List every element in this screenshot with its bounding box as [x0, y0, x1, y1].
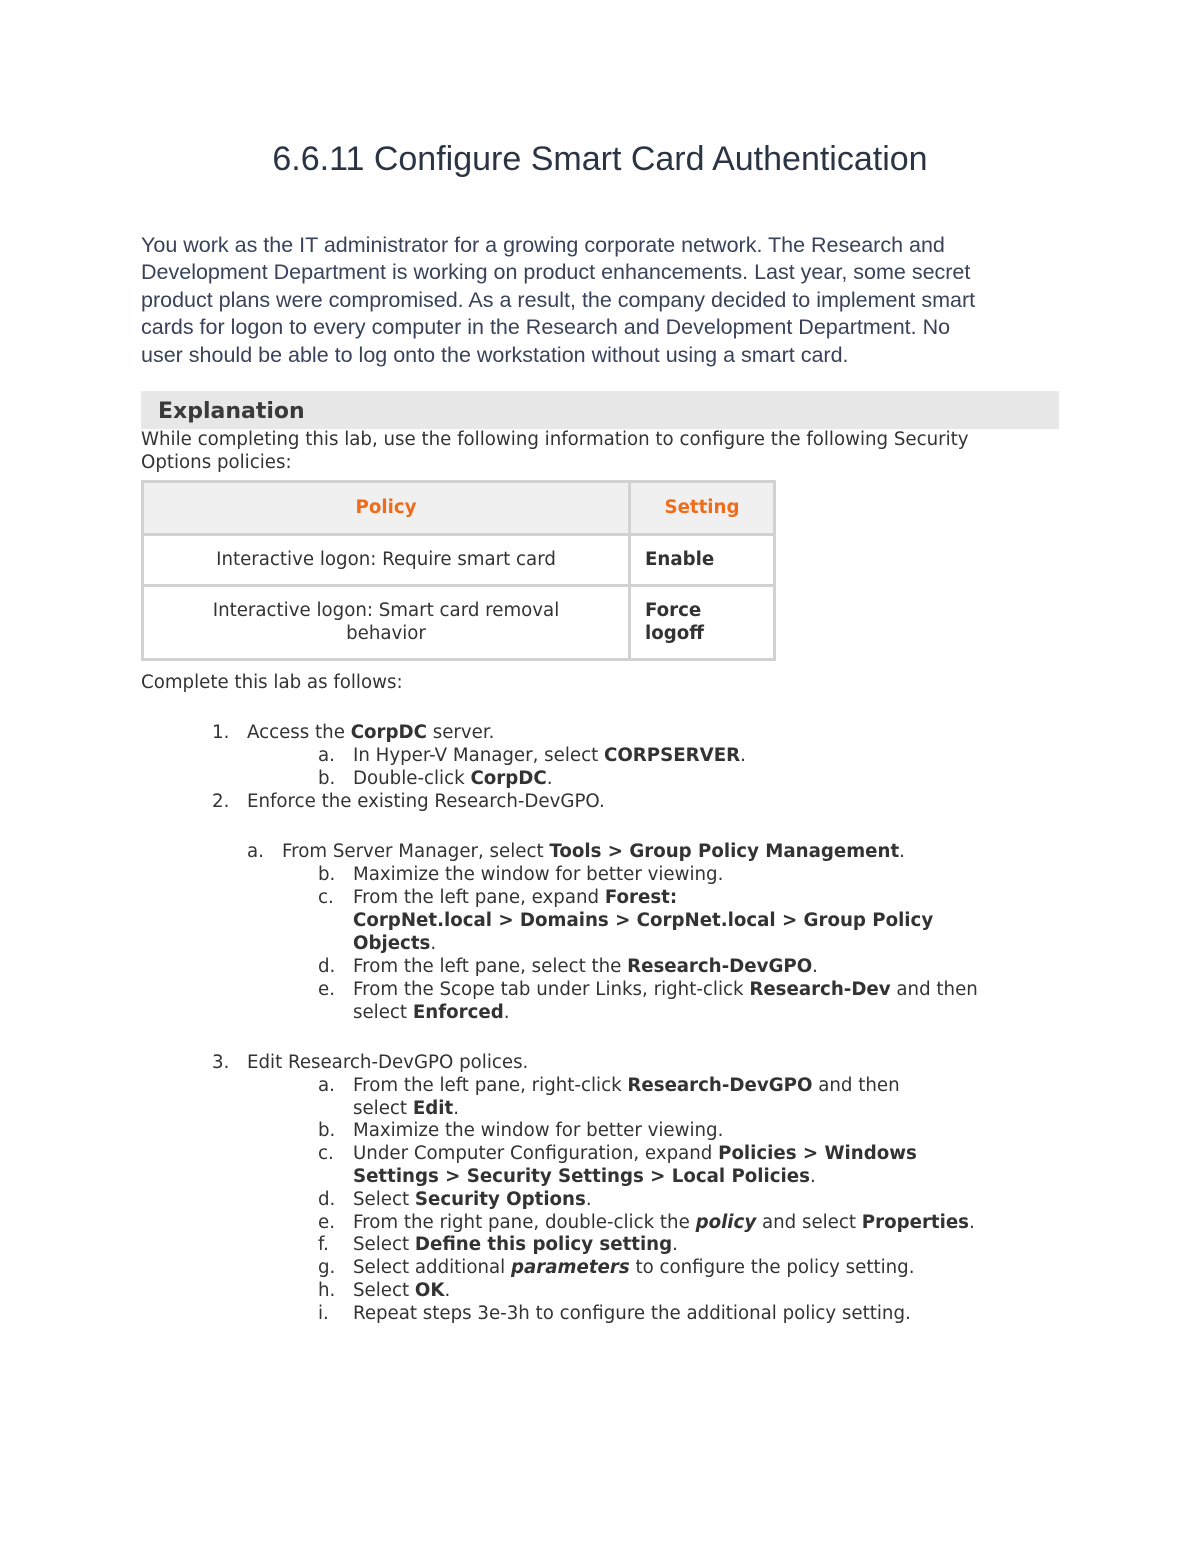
substep-text-cont: select Enforced.	[353, 1002, 510, 1023]
page-title: 6.6.11 Configure Smart Card Authentication	[272, 140, 928, 178]
substep-marker: e.	[318, 979, 335, 1000]
substep-marker: g.	[318, 1257, 336, 1278]
substep-marker: a.	[247, 841, 264, 862]
intro-line: product plans were compromised. As a result, the company decided to implement smart	[141, 287, 976, 312]
intro-line: Development Department is working on product enhancements. Last year, some secret	[141, 260, 971, 285]
substep-marker: i.	[318, 1303, 329, 1324]
step-marker: 3.	[212, 1052, 230, 1073]
substep-text-cont: Settings > Security Settings > Local Policies.	[353, 1166, 816, 1187]
substep-text: Under Computer Configuration, expand Policies > Windows	[353, 1143, 917, 1164]
substep-text-cont: Objects.	[353, 933, 437, 954]
table-row	[143, 586, 775, 660]
substep-text-cont: select Edit.	[353, 1098, 459, 1119]
substep-marker: d.	[318, 1189, 336, 1210]
substep-text: From Server Manager, select Tools > Group Policy Management.	[282, 841, 905, 862]
substep-marker: b.	[318, 864, 336, 885]
policy-cell: Interactive logon: Require smart card	[143, 535, 630, 586]
substep-marker: h.	[318, 1280, 336, 1301]
substep-text: Repeat steps 3e-3h to configure the additional policy setting.	[353, 1303, 911, 1324]
substep-text: From the left pane, select the Research-DevGPO.	[353, 956, 818, 977]
setting-cell: Force logoff	[630, 586, 775, 660]
table-header-row	[143, 482, 775, 535]
explanation-line: While completing this lab, use the following information to configure the following Security	[141, 429, 969, 450]
step-marker: 1.	[212, 722, 230, 743]
complete-intro: Complete this lab as follows:	[141, 672, 403, 693]
header-setting: Setting	[630, 482, 775, 535]
substep-text: Select Security Options.	[353, 1189, 592, 1210]
intro-paragraph	[141, 232, 1071, 369]
substep-text: Select Define this policy setting.	[353, 1234, 678, 1255]
step-text: Enforce the existing Research-DevGPO.	[247, 791, 605, 812]
substep-text: Maximize the window for better viewing.	[353, 864, 724, 885]
substep-marker: e.	[318, 1212, 335, 1233]
substep-text: Double-click CorpDC.	[353, 768, 553, 789]
substep-text: Select OK.	[353, 1280, 451, 1301]
intro-line: You work as the IT administrator for a growing corporate network. The Research and	[141, 233, 945, 257]
substep-text: In Hyper-V Manager, select CORPSERVER.	[353, 745, 746, 766]
intro-line: user should be able to log onto the workstation without using a smart card.	[141, 342, 849, 367]
substep-marker: a.	[318, 745, 335, 766]
substep-marker: b.	[318, 1120, 336, 1141]
substep-text: From the Scope tab under Links, right-click Research-Dev and then	[353, 979, 978, 1000]
policy-table	[141, 480, 776, 661]
substep-text: Maximize the window for better viewing.	[353, 1120, 724, 1141]
substep-marker: f.	[318, 1234, 329, 1255]
substep-text: Select additional parameters to configure the policy setting.	[353, 1257, 915, 1278]
substep-marker: c.	[318, 887, 334, 908]
header-policy: Policy	[143, 482, 630, 535]
substep-text-cont: CorpNet.local > Domains > CorpNet.local > Group Policy	[353, 910, 934, 931]
substep-marker: c.	[318, 1143, 334, 1164]
substep-marker: d.	[318, 956, 336, 977]
step-marker: 2.	[212, 791, 230, 812]
substep-text: From the right pane, double-click the policy and select Properties.	[353, 1212, 975, 1233]
step-text: Access the CorpDC server.	[247, 722, 495, 743]
substep-marker: a.	[318, 1075, 335, 1096]
explanation-text	[141, 429, 1061, 475]
step-text: Edit Research-DevGPO polices.	[247, 1052, 529, 1073]
substep-marker: b.	[318, 768, 336, 789]
setting-cell: Enable	[630, 535, 775, 586]
table-row	[143, 535, 775, 586]
policy-cell: Interactive logon: Smart card removal behavior	[143, 586, 630, 660]
substep-text: From the left pane, right-click Research-DevGPO and then	[353, 1075, 900, 1096]
substep-text: From the left pane, expand Forest:	[353, 887, 678, 908]
explanation-heading: Explanation	[158, 399, 305, 424]
intro-line: cards for logon to every computer in the Research and Development Department. No	[141, 315, 951, 340]
explanation-line: Options policies:	[141, 451, 292, 473]
